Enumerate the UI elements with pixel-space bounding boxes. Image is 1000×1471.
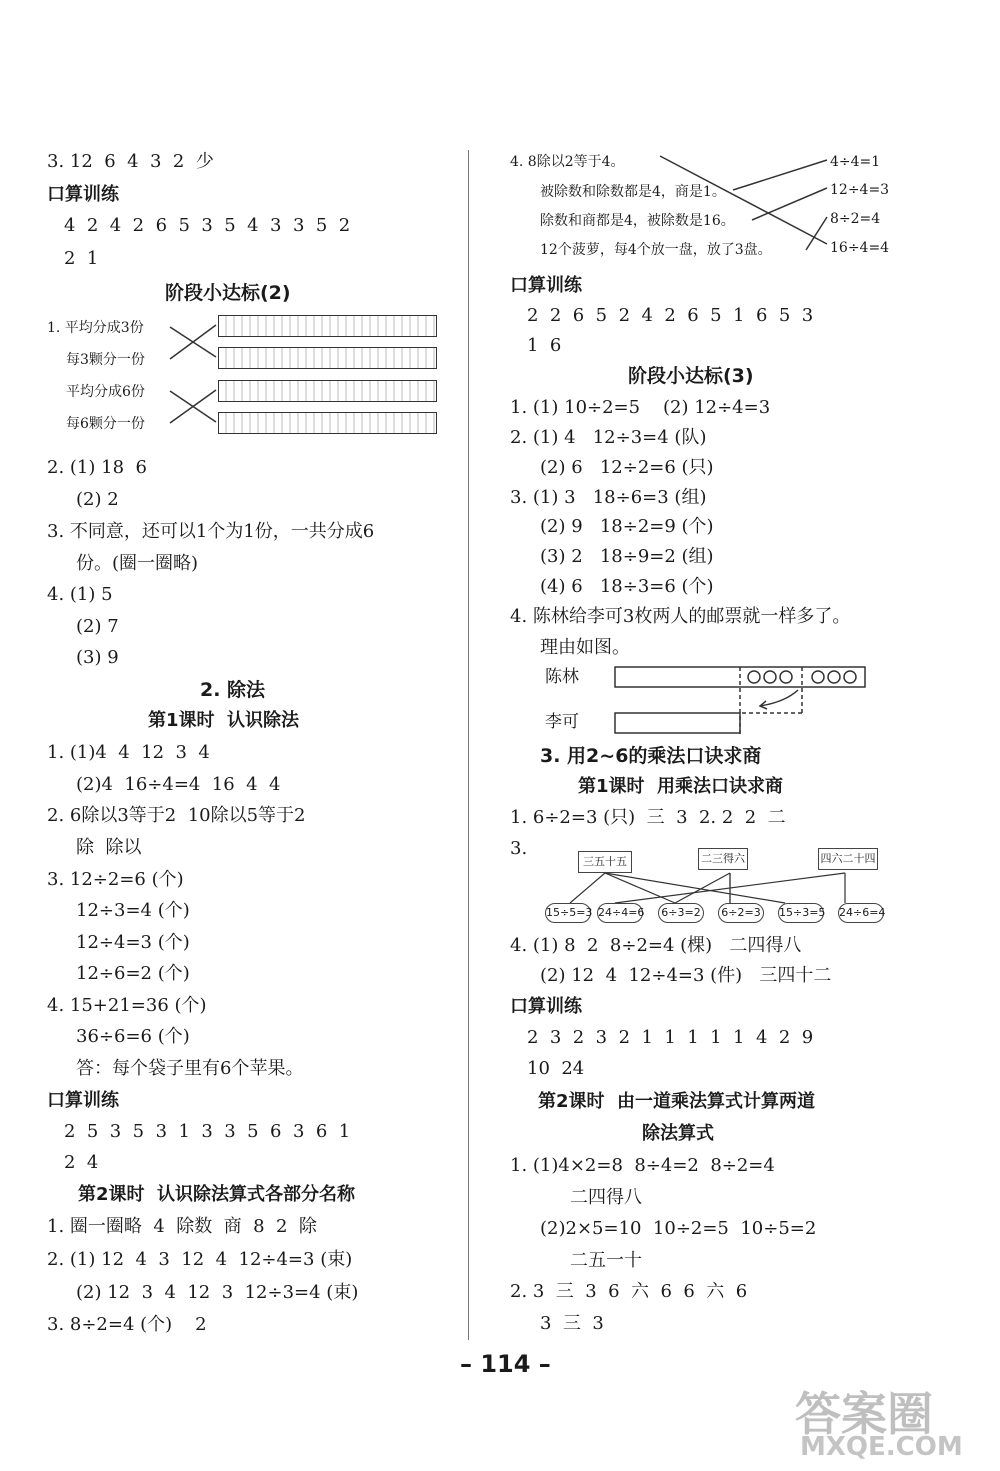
answer-line: 2 4 [64,1152,99,1173]
section-heading: 口算训练 [510,275,582,296]
matching-statement: 4. 8除以2等于4。 [510,154,625,170]
answer-line: (2) 6 12÷2=6 (只) [540,457,714,478]
answer-line: 12÷3=4 (个) [76,900,190,921]
answer-line: 答：每个袋子里有6个苹果。 [76,1058,304,1079]
answer-line: 3. 12÷2=6 (个) [47,869,184,890]
page-number: – 114 – [460,1350,551,1378]
answer-line: 10 24 [527,1058,585,1079]
answer-line: (4) 6 18÷3=6 (个) [540,576,714,597]
answer-line: 2 5 3 5 3 1 3 3 5 6 3 6 1 [64,1121,351,1142]
diagram-label: 陈林 [545,667,579,687]
lesson-title: 除法算式 [642,1123,714,1144]
answer-line: 3. [510,838,528,859]
answer-line: 1. 6÷2=3 (只) 三 3 2. 2 2 二 [510,807,786,828]
answer-line: (2) 12 4 12÷4=3 (件) 三四十二 [540,965,832,986]
column-divider [468,150,469,1340]
answer-line: 2. (1) 18 6 [47,457,147,478]
lesson-title: 第2课时 认识除法算式各部分名称 [78,1184,356,1205]
rhyme-sign: 四六二十四 [818,848,878,870]
answer-line: 3. 12 6 4 3 2 少 [47,151,214,172]
answer-line: 2. 6除以3等于2 10除以5等于2 [47,805,306,826]
answer-line: (2) 7 [76,616,119,637]
answer-line: (2) 9 18÷2=9 (个) [540,516,714,537]
answer-line: 1 6 [527,335,562,356]
matching-equation: 12÷4=3 [830,182,890,198]
matching-label: 1. 平均分成3份 [47,320,144,336]
rhyme-sign: 二三得六 [698,848,748,870]
matching-equation: 16÷4=4 [830,240,890,256]
answer-line: 2. 3 三 3 6 六 6 6 六 6 [510,1281,748,1302]
equation-badge: 24÷6=4 [838,903,884,923]
answer-line: 4. 15+21=36 (个) [47,995,207,1016]
answer-line: (3) 2 18÷9=2 (组) [540,546,714,567]
equation-badge: 15÷5=3 [545,903,591,923]
section-heading: 口算训练 [510,996,582,1017]
section-title: 阶段小达标(3) [628,365,754,387]
matching-statement: 除数和商都是4，被除数是16。 [540,213,735,229]
matching-label: 每6颗分一份 [66,416,145,432]
lesson-title: 第2课时 由一道乘法算式计算两道 [538,1091,816,1112]
answer-line: 12÷4=3 (个) [76,932,190,953]
equation-badge: 15÷3=5 [778,903,824,923]
diagram-label: 李可 [545,712,579,732]
answer-line: 3. 8÷2=4 (个) 2 [47,1314,207,1335]
equation-badge: 6÷2=3 [718,903,764,923]
answer-line: 1. (1)4 4 12 3 4 [47,742,210,763]
answer-line: 2 1 [64,248,99,269]
answer-line: 12÷6=2 (个) [76,963,190,984]
answer-line: (2) 2 [76,489,119,510]
answer-line: 4 2 4 2 6 5 3 5 4 3 3 5 2 [64,215,351,236]
answer-line: (2)4 16÷4=4 16 4 4 [76,774,281,795]
answer-line: 3. 不同意，还可以1个为1份，一共分成6 [47,521,375,542]
lesson-title: 第1课时 认识除法 [148,710,300,731]
answer-line: 2. (1) 4 12÷3=4 (队) [510,427,707,448]
answer-line: 二五一十 [570,1250,642,1271]
watermark-logo: 答案圈 [795,1387,933,1441]
section-title: 3. 用2~6的乘法口诀求商 [540,745,762,767]
answer-line: 二四得八 [570,1187,642,1208]
section-heading: 口算训练 [47,184,119,205]
answer-line: 理由如图。 [540,637,630,658]
watermark-url: MXQE.COM [800,1432,963,1462]
answer-line: 份。(圈一圈略) [76,553,199,574]
answer-line: 3. (1) 3 18÷6=3 (组) [510,487,707,508]
answer-line: (2)2×5=10 10÷2=5 10÷5=2 [540,1218,817,1239]
answer-line: 1. 圈一圈略 4 除数 商 8 2 除 [47,1216,317,1237]
equation-badge: 24÷4=6 [597,903,643,923]
answer-line: 除 除以 [76,837,142,858]
equation-badge: 6÷3=2 [658,903,704,923]
answer-line: 4. 陈林给李可3枚两人的邮票就一样多了。 [510,606,851,627]
rhyme-sign: 三五十五 [578,851,632,873]
section-title: 2. 除法 [200,679,266,701]
section-title: 阶段小达标(2) [165,282,291,304]
matching-equation: 8÷2=4 [830,211,881,227]
answer-line: (3) 9 [76,647,119,668]
matching-label: 平均分成6份 [66,384,145,400]
matching-label: 每3颗分一份 [66,352,145,368]
matching-statement: 12个菠萝，每4个放一盘，放了3盘。 [540,242,772,258]
matching-statement: 被除数和除数都是4，商是1。 [540,184,726,200]
answer-line: 1. (1)4×2=8 8÷4=2 8÷2=4 [510,1155,775,1176]
matching-equation: 4÷4=1 [830,154,881,170]
answer-line: 4. (1) 8 2 8÷2=4 (棵) 二四得八 [510,935,802,956]
lesson-title: 第1课时 用乘法口诀求商 [578,776,784,797]
answer-line: 2 3 2 3 2 1 1 1 1 1 4 2 9 [527,1027,814,1048]
answer-line: (2) 12 3 4 12 3 12÷3=4 (束) [76,1282,359,1303]
answer-line: 1. (1) 10÷2=5 (2) 12÷4=3 [510,397,771,418]
answer-line: 2. (1) 12 4 3 12 4 12÷4=3 (束) [47,1249,353,1270]
answer-line: 36÷6=6 (个) [76,1026,190,1047]
answer-line: 3 三 3 [540,1313,604,1334]
section-heading: 口算训练 [47,1090,119,1111]
answer-line: 2 2 6 5 2 4 2 6 5 1 6 5 3 [527,305,814,326]
stamp-diagram [610,660,870,740]
answer-line: 4. (1) 5 [47,584,113,605]
